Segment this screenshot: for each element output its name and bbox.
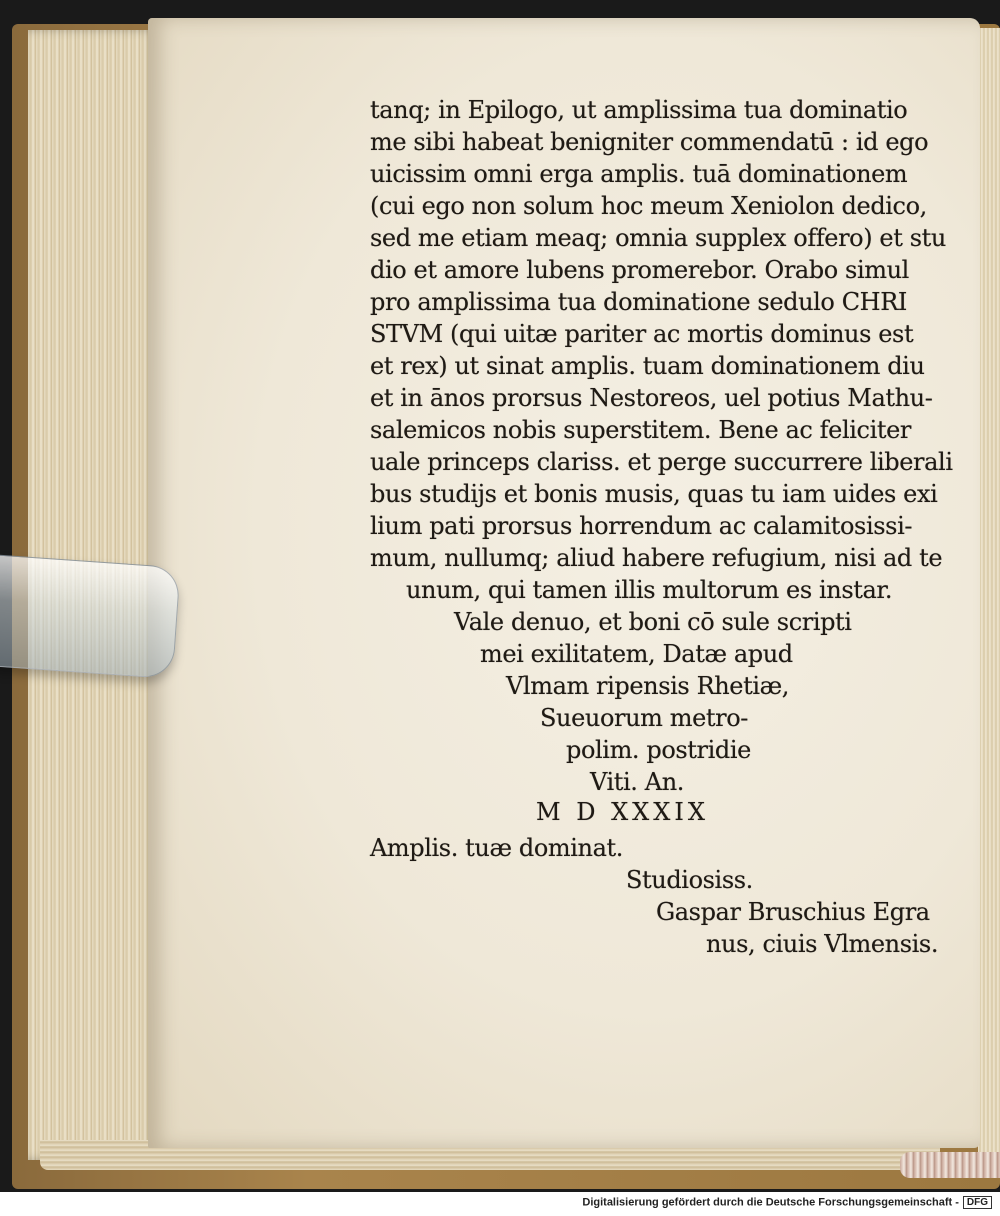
body-line: dio et amore lubens promerebor. Orabo simul <box>370 256 909 284</box>
right-page-edge <box>978 28 1000 1158</box>
closing-line: Sueuorum metro- <box>540 704 748 732</box>
body-line: (cui ego non solum hoc meum Xeniolon dedico, <box>370 192 927 220</box>
year-line: M D XXXIX <box>536 798 709 826</box>
glass-page-weight <box>0 553 181 679</box>
credit-text: Digitalisierung gefördert durch die Deutsche Forschungsgemeinschaft - <box>582 1196 959 1209</box>
body-line: lium pati prorsus horrendum ac calamitosissi- <box>370 512 913 540</box>
closing-line: Viti. An. <box>590 768 684 796</box>
body-line: unum, qui tamen illis multorum es instar. <box>406 576 893 604</box>
closing-line: Vale denuo, et boni cō sule scripti <box>454 608 852 636</box>
body-line: et in ānos prorsus Nestoreos, uel potius Mathu- <box>370 384 933 412</box>
body-line: uicissim omni erga amplis. tuā dominationem <box>370 160 908 188</box>
closing-line: Vlmam ripensis Rhetiæ, <box>506 672 790 700</box>
dfg-logo: DFG <box>963 1196 992 1209</box>
body-line: et rex) ut sinat amplis. tuam dominationem diu <box>370 352 925 380</box>
body-line: mum, nullumq; aliud habere refugium, nisi ad te <box>370 544 943 572</box>
signature-line: Studiosiss. <box>626 866 753 894</box>
closing-line: polim. postridie <box>566 736 751 764</box>
body-line: uale princeps clariss. et perge succurrere liberali <box>370 448 953 476</box>
body-line: STVM (qui uitæ pariter ac mortis dominus est <box>370 320 914 348</box>
signature-line: Amplis. tuæ dominat. <box>370 834 623 862</box>
signature-line: nus, ciuis Vlmensis. <box>706 930 939 958</box>
digitization-credit <box>582 1196 992 1209</box>
body-line: tanq; in Epilogo, ut amplissima tua dominatio <box>370 96 908 124</box>
book-headband <box>900 1152 1000 1178</box>
body-line: bus studijs et bonis musis, quas tu iam uides exi <box>370 480 938 508</box>
closing-line: mei exilitatem, Datæ apud <box>480 640 793 668</box>
body-line: salemicos nobis superstitem. Bene ac feliciter <box>370 416 911 444</box>
body-line: pro amplissima tua dominatione sedulo CHRI <box>370 288 907 316</box>
signature-line: Gaspar Bruschius Egra <box>656 898 930 926</box>
body-line: me sibi habeat benigniter commendatū : id ego <box>370 128 929 156</box>
body-line: sed me etiam meaq; omnia supplex offero) et stu <box>370 224 946 252</box>
